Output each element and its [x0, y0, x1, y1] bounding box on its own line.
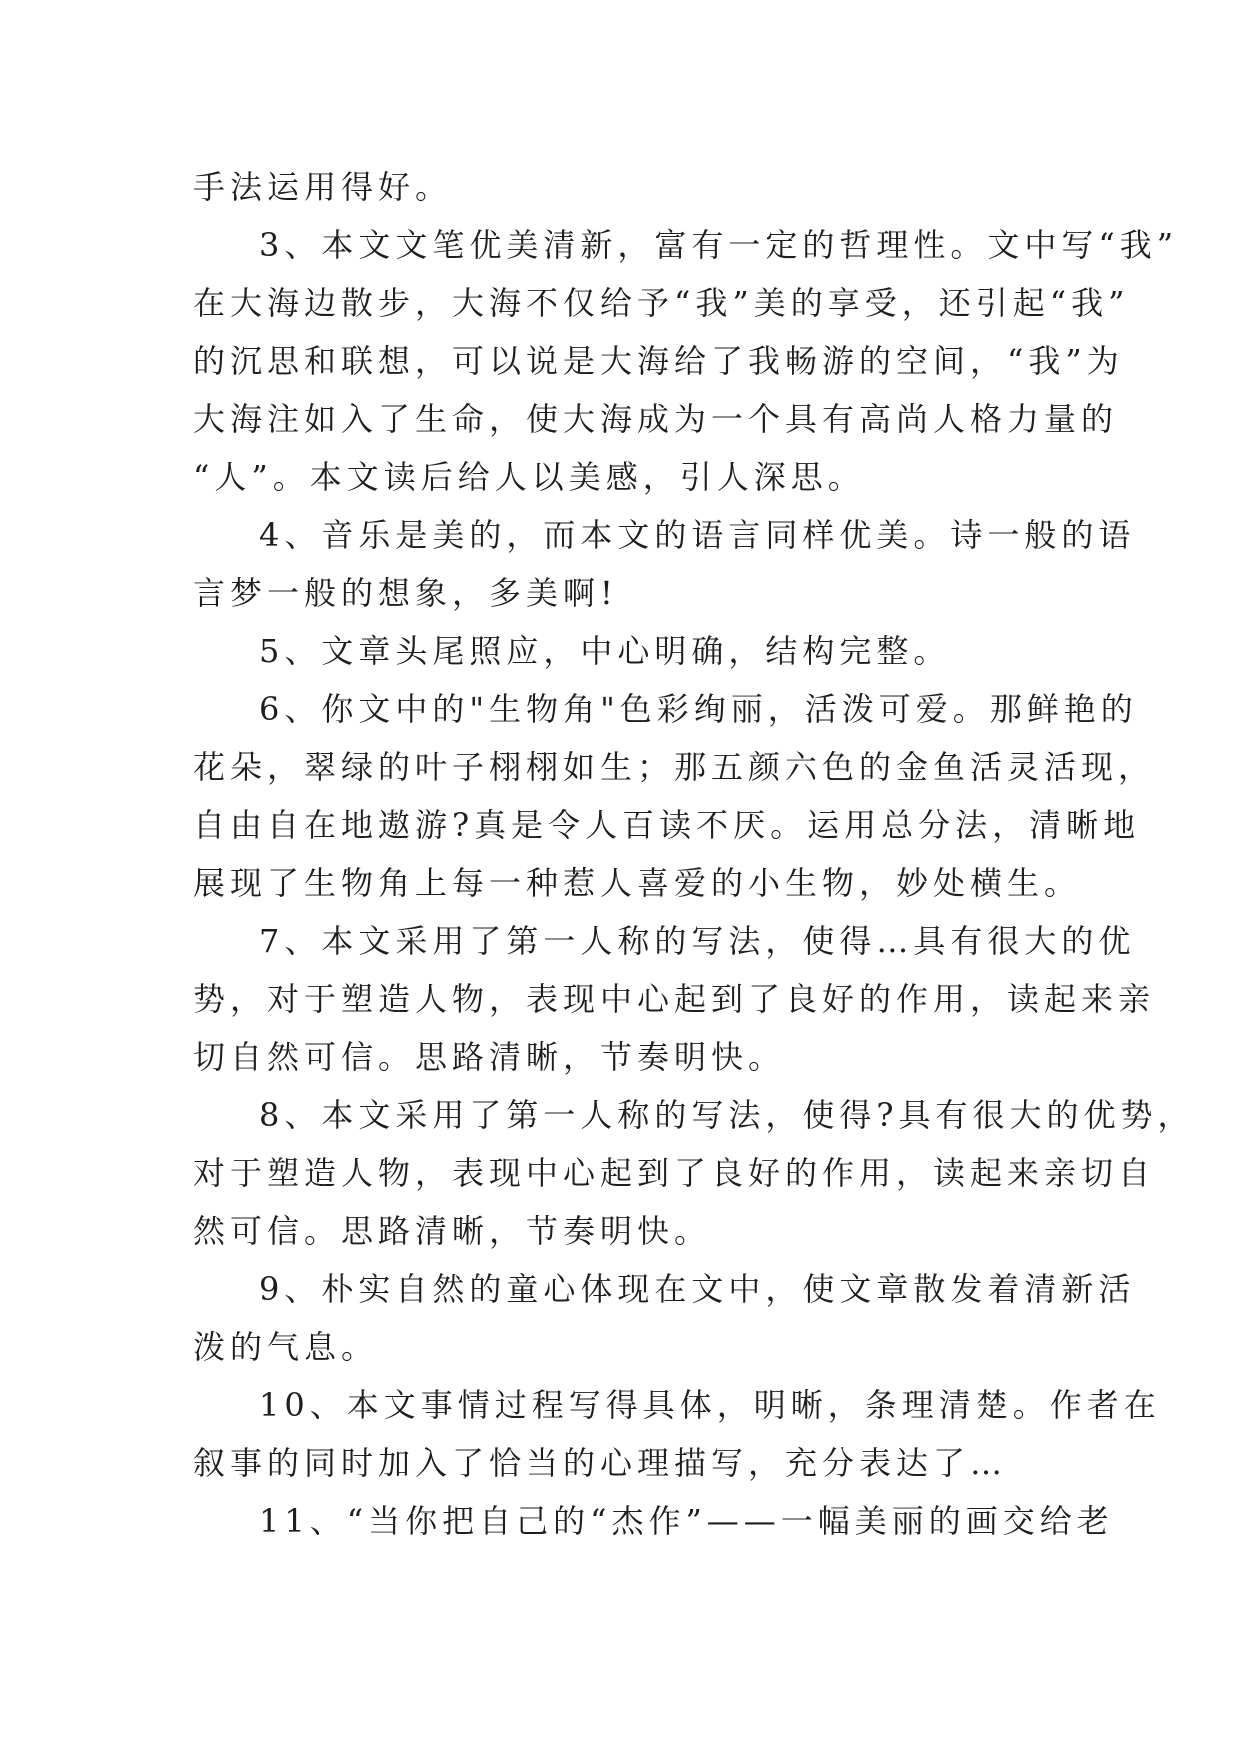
text-line: 花朵，翠绿的叶子栩栩如生；那五颜六色的金鱼活灵活现，	[193, 748, 1156, 786]
paragraph-11-start: 11、“当你把自己的“杰作”——一幅美丽的画交给老	[259, 1502, 1114, 1540]
paragraph-7-start: 7、本文采用了第一人称的写法，使得…具有很大的优	[259, 922, 1136, 960]
paragraph-5-start: 5、文章头尾照应，中心明确，结构完整。	[259, 632, 951, 670]
text-line: 手法运用得好。	[193, 168, 453, 206]
document-body	[193, 158, 1195, 1550]
paragraph-9-start: 9、朴实自然的童心体现在文中，使文章散发着清新活	[259, 1270, 1136, 1308]
text-line: 叙事的同时加入了恰当的心理描写，充分表达了…	[193, 1444, 1008, 1482]
paragraph-3-start: 3、本文文笔优美清新，富有一定的哲理性。文中写“我”	[259, 226, 1179, 264]
text-line: 然可信。思路清晰，节奏明快。	[193, 1212, 712, 1250]
paragraph-8-start: 8、本文采用了第一人称的写法，使得?具有很大的优势，	[259, 1096, 1195, 1134]
paragraph-4-start: 4、音乐是美的，而本文的语言同样优美。诗一般的语	[259, 516, 1136, 554]
paragraph-6-start: 6、你文中的"生物角"色彩绚丽，活泼可爱。那鲜艳的	[259, 690, 1138, 728]
text-line: 大海注如入了生命，使大海成为一个具有高尚人格力量的	[193, 400, 1119, 438]
text-line: “人”。本文读后给人以美感，引人深思。	[193, 458, 865, 496]
text-line: 的沉思和联想，可以说是大海给了我畅游的空间，“我”为	[193, 342, 1124, 380]
paragraph-10-start: 10、本文事情过程写得具体，明晰，条理清楚。作者在	[259, 1386, 1161, 1424]
text-line: 切自然可信。思路清晰，节奏明快。	[193, 1038, 786, 1076]
text-line: 势，对于塑造人物，表现中心起到了良好的作用，读起来亲	[193, 980, 1156, 1018]
text-line: 自由自在地遨游?真是令人百读不厌。运用总分法，清晰地	[193, 806, 1141, 844]
text-line: 泼的气息。	[193, 1328, 379, 1366]
text-line: 对于塑造人物，表现中心起到了良好的作用，读起来亲切自	[193, 1154, 1156, 1192]
text-line: 言梦一般的想象，多美啊!	[193, 574, 618, 612]
text-line: 展现了生物角上每一种惹人喜爱的小生物，妙处横生。	[193, 864, 1082, 902]
text-line: 在大海边散步，大海不仅给予“我”美的享受，还引起“我”	[193, 284, 1130, 322]
